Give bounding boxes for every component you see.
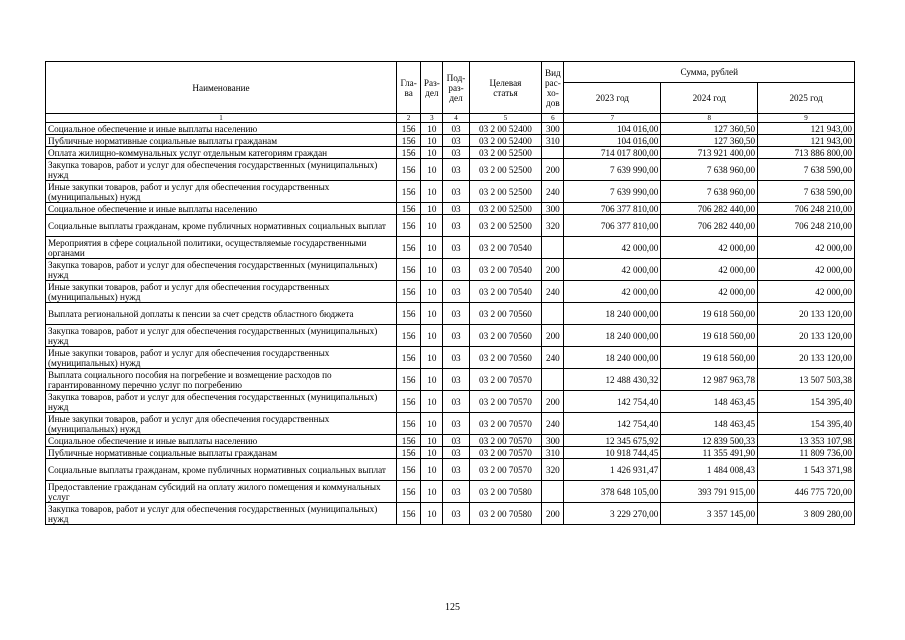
cell-razdel: 10 xyxy=(421,503,443,525)
cell-razdel: 10 xyxy=(421,369,443,391)
table-row xyxy=(46,203,855,215)
col-header-razdel: Раз- дел xyxy=(421,62,443,114)
table-row xyxy=(46,259,855,281)
cell-glava: 156 xyxy=(397,159,421,181)
cell-sum-2023: 104 016,00 xyxy=(564,123,661,135)
cell-sum-2023: 7 639 990,00 xyxy=(564,181,661,203)
cell-target: 03 2 00 70560 xyxy=(469,325,542,347)
cell-sum-2025: 7 638 590,00 xyxy=(758,181,855,203)
budget-table xyxy=(45,61,855,525)
cell-name: Закупка товаров, работ и услуг для обеспечения государственных (муниципальных) нужд xyxy=(46,325,397,347)
cell-glava: 156 xyxy=(397,391,421,413)
cell-razdel: 10 xyxy=(421,459,443,481)
cell-sum-2025: 706 248 210,00 xyxy=(758,203,855,215)
cell-target: 03 2 00 52500 xyxy=(469,147,542,159)
col-header-target: Целевая статья xyxy=(469,62,542,114)
cell-sum-2024: 12 987 963,78 xyxy=(661,369,758,391)
cell-podrazdel: 03 xyxy=(443,459,469,481)
cell-vid: 310 xyxy=(542,447,564,459)
cell-sum-2023: 7 639 990,00 xyxy=(564,159,661,181)
cell-name: Выплата региональной доплаты к пенсии за счет средств областного бюджета xyxy=(46,303,397,325)
cell-sum-2025: 713 886 800,00 xyxy=(758,147,855,159)
cell-sum-2023: 706 377 810,00 xyxy=(564,215,661,237)
cell-glava: 156 xyxy=(397,325,421,347)
cell-sum-2023: 42 000,00 xyxy=(564,237,661,259)
table-row xyxy=(46,181,855,203)
cell-razdel: 10 xyxy=(421,259,443,281)
cell-sum-2024: 148 463,45 xyxy=(661,391,758,413)
cell-target: 03 2 00 70560 xyxy=(469,303,542,325)
cell-name: Публичные нормативные социальные выплаты гражданам xyxy=(46,447,397,459)
cell-vid xyxy=(542,237,564,259)
cell-razdel: 10 xyxy=(421,325,443,347)
col-number: 9 xyxy=(758,114,855,123)
cell-podrazdel: 03 xyxy=(443,303,469,325)
cell-name: Закупка товаров, работ и услуг для обеспечения государственных (муниципальных) нужд xyxy=(46,259,397,281)
cell-vid: 320 xyxy=(542,459,564,481)
cell-sum-2023: 42 000,00 xyxy=(564,281,661,303)
cell-sum-2023: 142 754,40 xyxy=(564,413,661,435)
cell-vid: 200 xyxy=(542,503,564,525)
cell-razdel: 10 xyxy=(421,147,443,159)
cell-sum-2025: 42 000,00 xyxy=(758,281,855,303)
cell-podrazdel: 03 xyxy=(443,347,469,369)
cell-target: 03 2 00 52400 xyxy=(469,123,542,135)
cell-sum-2024: 42 000,00 xyxy=(661,237,758,259)
cell-target: 03 2 00 70540 xyxy=(469,259,542,281)
cell-target: 03 2 00 70540 xyxy=(469,281,542,303)
cell-podrazdel: 03 xyxy=(443,123,469,135)
cell-sum-2023: 104 016,00 xyxy=(564,135,661,147)
cell-name: Социальные выплаты гражданам, кроме публичных нормативных социальных выплат xyxy=(46,459,397,481)
cell-podrazdel: 03 xyxy=(443,181,469,203)
cell-sum-2023: 18 240 000,00 xyxy=(564,325,661,347)
cell-sum-2024: 7 638 960,00 xyxy=(661,159,758,181)
cell-sum-2024: 19 618 560,00 xyxy=(661,325,758,347)
table-row xyxy=(46,347,855,369)
cell-sum-2025: 154 395,40 xyxy=(758,391,855,413)
cell-razdel: 10 xyxy=(421,435,443,447)
cell-target: 03 2 00 52400 xyxy=(469,135,542,147)
cell-glava: 156 xyxy=(397,215,421,237)
col-header-2025: 2025 год xyxy=(758,83,855,114)
cell-name: Социальное обеспечение и иные выплаты населению xyxy=(46,203,397,215)
cell-sum-2025: 11 809 736,00 xyxy=(758,447,855,459)
cell-razdel: 10 xyxy=(421,447,443,459)
cell-podrazdel: 03 xyxy=(443,135,469,147)
cell-razdel: 10 xyxy=(421,303,443,325)
col-header-sum: Сумма, рублей xyxy=(564,62,855,83)
cell-sum-2023: 378 648 105,00 xyxy=(564,481,661,503)
cell-sum-2025: 13 507 503,38 xyxy=(758,369,855,391)
cell-sum-2024: 19 618 560,00 xyxy=(661,347,758,369)
cell-vid: 240 xyxy=(542,281,564,303)
cell-razdel: 10 xyxy=(421,481,443,503)
cell-sum-2025: 20 133 120,00 xyxy=(758,325,855,347)
cell-razdel: 10 xyxy=(421,203,443,215)
cell-name: Иные закупки товаров, работ и услуг для обеспечения государственных (муниципальных) нужд xyxy=(46,281,397,303)
cell-sum-2023: 42 000,00 xyxy=(564,259,661,281)
cell-razdel: 10 xyxy=(421,281,443,303)
cell-sum-2024: 127 360,50 xyxy=(661,123,758,135)
cell-target: 03 2 00 70570 xyxy=(469,413,542,435)
cell-sum-2025: 20 133 120,00 xyxy=(758,347,855,369)
cell-glava: 156 xyxy=(397,435,421,447)
cell-sum-2024: 127 360,50 xyxy=(661,135,758,147)
cell-glava: 156 xyxy=(397,369,421,391)
table-row xyxy=(46,413,855,435)
cell-glava: 156 xyxy=(397,303,421,325)
cell-razdel: 10 xyxy=(421,181,443,203)
cell-sum-2024: 706 282 440,00 xyxy=(661,215,758,237)
cell-vid: 200 xyxy=(542,325,564,347)
cell-vid: 240 xyxy=(542,413,564,435)
cell-sum-2024: 706 282 440,00 xyxy=(661,203,758,215)
cell-podrazdel: 03 xyxy=(443,237,469,259)
cell-target: 03 2 00 70570 xyxy=(469,369,542,391)
cell-vid: 200 xyxy=(542,159,564,181)
cell-name: Закупка товаров, работ и услуг для обеспечения государственных (муниципальных) нужд xyxy=(46,159,397,181)
cell-sum-2025: 3 809 280,00 xyxy=(758,503,855,525)
cell-sum-2023: 18 240 000,00 xyxy=(564,347,661,369)
cell-name: Закупка товаров, работ и услуг для обеспечения государственных (муниципальных) нужд xyxy=(46,391,397,413)
cell-vid xyxy=(542,481,564,503)
cell-sum-2024: 713 921 400,00 xyxy=(661,147,758,159)
cell-glava: 156 xyxy=(397,237,421,259)
cell-target: 03 2 00 52500 xyxy=(469,159,542,181)
col-header-glava: Гла- ва xyxy=(397,62,421,114)
col-number: 6 xyxy=(542,114,564,123)
cell-sum-2025: 13 353 107,98 xyxy=(758,435,855,447)
cell-podrazdel: 03 xyxy=(443,325,469,347)
cell-name: Иные закупки товаров, работ и услуг для обеспечения государственных (муниципальных) нужд xyxy=(46,181,397,203)
cell-target: 03 2 00 70540 xyxy=(469,237,542,259)
col-number: 4 xyxy=(443,114,469,123)
table-row xyxy=(46,123,855,135)
cell-razdel: 10 xyxy=(421,135,443,147)
cell-glava: 156 xyxy=(397,135,421,147)
cell-name: Социальное обеспечение и иные выплаты населению xyxy=(46,435,397,447)
cell-podrazdel: 03 xyxy=(443,369,469,391)
cell-sum-2023: 12 488 430,32 xyxy=(564,369,661,391)
table-row xyxy=(46,215,855,237)
col-header-name: Наименование xyxy=(46,62,397,114)
cell-sum-2025: 121 943,00 xyxy=(758,123,855,135)
cell-target: 03 2 00 70570 xyxy=(469,447,542,459)
col-header-2023: 2023 год xyxy=(564,83,661,114)
cell-razdel: 10 xyxy=(421,347,443,369)
cell-vid xyxy=(542,147,564,159)
col-number: 3 xyxy=(421,114,443,123)
cell-vid: 300 xyxy=(542,123,564,135)
table-row xyxy=(46,447,855,459)
cell-target: 03 2 00 70570 xyxy=(469,435,542,447)
table-row xyxy=(46,303,855,325)
cell-sum-2025: 7 638 590,00 xyxy=(758,159,855,181)
cell-podrazdel: 03 xyxy=(443,203,469,215)
cell-sum-2025: 154 395,40 xyxy=(758,413,855,435)
cell-name: Предоставление гражданам субсидий на оплату жилого помещения и коммунальных услуг xyxy=(46,481,397,503)
cell-podrazdel: 03 xyxy=(443,413,469,435)
table-row xyxy=(46,435,855,447)
cell-vid: 300 xyxy=(542,435,564,447)
cell-sum-2023: 714 017 800,00 xyxy=(564,147,661,159)
cell-sum-2024: 42 000,00 xyxy=(661,259,758,281)
cell-sum-2025: 42 000,00 xyxy=(758,237,855,259)
cell-sum-2024: 42 000,00 xyxy=(661,281,758,303)
cell-podrazdel: 03 xyxy=(443,435,469,447)
col-number: 7 xyxy=(564,114,661,123)
cell-sum-2025: 706 248 210,00 xyxy=(758,215,855,237)
cell-glava: 156 xyxy=(397,281,421,303)
cell-sum-2023: 706 377 810,00 xyxy=(564,203,661,215)
table-row xyxy=(46,503,855,525)
cell-vid: 200 xyxy=(542,259,564,281)
cell-vid xyxy=(542,369,564,391)
cell-sum-2024: 19 618 560,00 xyxy=(661,303,758,325)
cell-podrazdel: 03 xyxy=(443,147,469,159)
cell-podrazdel: 03 xyxy=(443,215,469,237)
table-row xyxy=(46,459,855,481)
cell-name: Закупка товаров, работ и услуг для обеспечения государственных (муниципальных) нужд xyxy=(46,503,397,525)
cell-name: Иные закупки товаров, работ и услуг для обеспечения государственных (муниципальных) нужд xyxy=(46,413,397,435)
cell-name: Выплата социального пособия на погребение и возмещение расходов по гарантированному перечню услуг по погребению xyxy=(46,369,397,391)
cell-sum-2023: 10 918 744,45 xyxy=(564,447,661,459)
table-row xyxy=(46,237,855,259)
cell-podrazdel: 03 xyxy=(443,391,469,413)
cell-sum-2025: 1 543 371,98 xyxy=(758,459,855,481)
cell-razdel: 10 xyxy=(421,391,443,413)
cell-razdel: 10 xyxy=(421,159,443,181)
cell-name: Оплата жилищно-коммунальных услуг отдельным категориям граждан xyxy=(46,147,397,159)
cell-razdel: 10 xyxy=(421,413,443,435)
cell-glava: 156 xyxy=(397,181,421,203)
cell-target: 03 2 00 70570 xyxy=(469,459,542,481)
table-row xyxy=(46,391,855,413)
cell-sum-2025: 121 943,00 xyxy=(758,135,855,147)
cell-vid: 320 xyxy=(542,215,564,237)
cell-vid: 200 xyxy=(542,391,564,413)
cell-glava: 156 xyxy=(397,503,421,525)
cell-glava: 156 xyxy=(397,459,421,481)
cell-glava: 156 xyxy=(397,447,421,459)
cell-podrazdel: 03 xyxy=(443,481,469,503)
cell-vid: 300 xyxy=(542,203,564,215)
cell-podrazdel: 03 xyxy=(443,503,469,525)
cell-sum-2025: 446 775 720,00 xyxy=(758,481,855,503)
cell-target: 03 2 00 52500 xyxy=(469,203,542,215)
cell-target: 03 2 00 70580 xyxy=(469,503,542,525)
cell-name: Социальные выплаты гражданам, кроме публичных нормативных социальных выплат xyxy=(46,215,397,237)
cell-target: 03 2 00 70560 xyxy=(469,347,542,369)
cell-vid: 310 xyxy=(542,135,564,147)
cell-sum-2024: 148 463,45 xyxy=(661,413,758,435)
cell-sum-2023: 142 754,40 xyxy=(564,391,661,413)
table-row xyxy=(46,135,855,147)
cell-glava: 156 xyxy=(397,347,421,369)
cell-vid: 240 xyxy=(542,347,564,369)
cell-razdel: 10 xyxy=(421,237,443,259)
table-row xyxy=(46,281,855,303)
cell-glava: 156 xyxy=(397,413,421,435)
cell-podrazdel: 03 xyxy=(443,281,469,303)
cell-podrazdel: 03 xyxy=(443,259,469,281)
cell-sum-2025: 42 000,00 xyxy=(758,259,855,281)
cell-sum-2023: 18 240 000,00 xyxy=(564,303,661,325)
cell-vid xyxy=(542,303,564,325)
col-number: 2 xyxy=(397,114,421,123)
cell-podrazdel: 03 xyxy=(443,159,469,181)
col-number: 5 xyxy=(469,114,542,123)
cell-sum-2024: 1 484 008,43 xyxy=(661,459,758,481)
table-row xyxy=(46,325,855,347)
cell-razdel: 10 xyxy=(421,215,443,237)
col-number: 1 xyxy=(46,114,397,123)
col-header-vid: Вид рас- хо- дов xyxy=(542,62,564,114)
cell-glava: 156 xyxy=(397,123,421,135)
col-number: 8 xyxy=(661,114,758,123)
cell-razdel: 10 xyxy=(421,123,443,135)
cell-sum-2023: 12 345 675,92 xyxy=(564,435,661,447)
cell-glava: 156 xyxy=(397,259,421,281)
cell-target: 03 2 00 70580 xyxy=(469,481,542,503)
cell-name: Социальное обеспечение и иные выплаты населению xyxy=(46,123,397,135)
cell-sum-2023: 1 426 931,47 xyxy=(564,459,661,481)
table-row xyxy=(46,369,855,391)
cell-target: 03 2 00 52500 xyxy=(469,181,542,203)
cell-vid: 240 xyxy=(542,181,564,203)
cell-sum-2024: 3 357 145,00 xyxy=(661,503,758,525)
cell-sum-2024: 393 791 915,00 xyxy=(661,481,758,503)
cell-sum-2024: 7 638 960,00 xyxy=(661,181,758,203)
cell-sum-2023: 3 229 270,00 xyxy=(564,503,661,525)
col-header-2024: 2024 год xyxy=(661,83,758,114)
cell-podrazdel: 03 xyxy=(443,447,469,459)
table-row xyxy=(46,481,855,503)
table-body xyxy=(46,123,855,525)
cell-name: Публичные нормативные социальные выплаты гражданам xyxy=(46,135,397,147)
cell-target: 03 2 00 52500 xyxy=(469,215,542,237)
page-number: 125 xyxy=(445,602,460,613)
cell-target: 03 2 00 70570 xyxy=(469,391,542,413)
col-header-podrazdel: Под- раз- дел xyxy=(443,62,469,114)
table-row xyxy=(46,147,855,159)
cell-name: Мероприятия в сфере социальной политики, осуществляемые государственными органами xyxy=(46,237,397,259)
table-row xyxy=(46,159,855,181)
cell-glava: 156 xyxy=(397,481,421,503)
cell-glava: 156 xyxy=(397,203,421,215)
cell-sum-2024: 12 839 500,33 xyxy=(661,435,758,447)
cell-name: Иные закупки товаров, работ и услуг для обеспечения государственных (муниципальных) нужд xyxy=(46,347,397,369)
cell-sum-2024: 11 355 491,90 xyxy=(661,447,758,459)
cell-sum-2025: 20 133 120,00 xyxy=(758,303,855,325)
cell-glava: 156 xyxy=(397,147,421,159)
